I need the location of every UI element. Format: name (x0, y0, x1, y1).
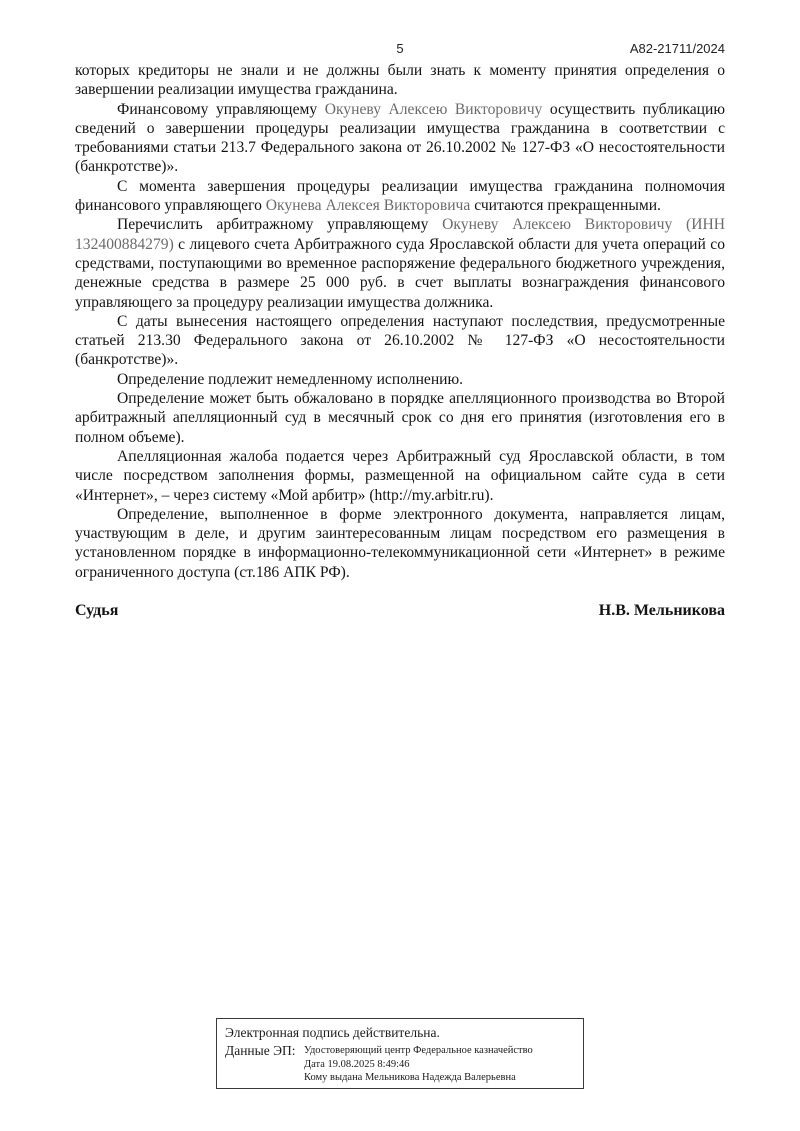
paragraph (75, 61, 725, 100)
paragraph-text: Определение подлежит немедленному исполнению. (117, 370, 464, 388)
paragraph (75, 215, 725, 311)
esign-detail-line: Удостоверяющий центр Федеральное казначейство (304, 1045, 533, 1056)
paragraph (75, 505, 725, 582)
paragraph (75, 370, 725, 389)
esign-status-line: Электронная подпись действительна. (225, 1025, 440, 1040)
esign-stamp (216, 1018, 584, 1089)
paragraph (75, 447, 725, 505)
paragraph (75, 312, 725, 370)
esign-data-label: Данные ЭП: (225, 1043, 296, 1058)
esign-data-row (225, 1043, 575, 1085)
paragraph-text: осуществить публикацию сведений о завершении процедуры реализации имущества гражданина в соответствии с требованиями статьи 213.7 Федерального закона от 26.10.2002 № 127-ФЗ «О несостоятельности (банкротстве)». (75, 100, 725, 176)
page-number: 5 (396, 41, 404, 56)
person-name-text: Окуневу Алексею Викторовичу (ИНН 132400884279) (75, 216, 725, 253)
paragraph-text: Определение, выполненное в форме электронного документа, направляется лицам, участвующим в деле, и другим заинтересованным лицам посредством его размещения в установленном порядке в информационно-телекоммуникационной сети «Интернет» в режиме ограниченного доступа (ст.186 АПК РФ). (75, 505, 725, 581)
paragraph (75, 100, 725, 177)
esign-detail-line: Кому выдана Мельникова Надежда Валерьевна (304, 1072, 516, 1084)
paragraph (75, 389, 725, 447)
person-name-text: Окуневу Алексею Викторовичу (324, 100, 543, 118)
paragraph (75, 177, 725, 216)
paragraph-text: С даты вынесения настоящего определения наступают последствия, предусмотренные статьей 213.30 Федерального закона от 26.10.2002 № 127-ФЗ «О несостоятельности (банкротстве)». (75, 312, 725, 369)
paragraph-text: с лицевого счета Арбитражного суда Ярославской области для учета операций со средствами, поступающими во временное распоряжение федерального бюджетного учреждения, денежные средства в размере 25 000 руб. в счет выплаты вознаграждения финансового управляющего за процедуру реализации имущества должника. (75, 235, 725, 311)
paragraph-text: Финансовому управляющему (117, 100, 325, 118)
esign-details (304, 1043, 533, 1085)
page-header (75, 41, 725, 57)
paragraph-text: Определение может быть обжаловано в порядке апелляционного производства во Второй арбитражный апелляционный суд в месячный срок со дня его принятия (изготовления его в полном объеме). (75, 390, 725, 446)
paragraph-text: Перечислить арбитражному управляющему (117, 216, 443, 234)
case-number: А82-21711/2024 (629, 41, 725, 56)
paragraph-text: которых кредиторы не знали и не должны были знать к моменту принятия определения о завершении реализации имущества гражданина. (75, 62, 725, 99)
signature-role-label: Судья (75, 602, 119, 619)
signature-judge-name: Н.В. Мельникова (598, 602, 725, 619)
paragraph-text: считаются прекращенными. (470, 197, 661, 215)
esign-detail-line: Дата 19.08.2025 8:49:46 (304, 1058, 410, 1070)
signature-row (75, 602, 725, 620)
paragraph-text: Апелляционная жалоба подается через Арбитражный суд Ярославской области, в том числе посредством заполнения формы, размещенной на официальном сайте суда в сети «Интернет», – через систему «Мой арбитр» (http://my.arbitr.ru). (75, 447, 725, 504)
paragraph-text: С момента завершения процедуры реализации имущества гражданина полномочия финансового управляющего (75, 177, 725, 215)
document-body (75, 61, 725, 582)
person-name-text: Окунева Алексея Викторовича (265, 197, 471, 215)
